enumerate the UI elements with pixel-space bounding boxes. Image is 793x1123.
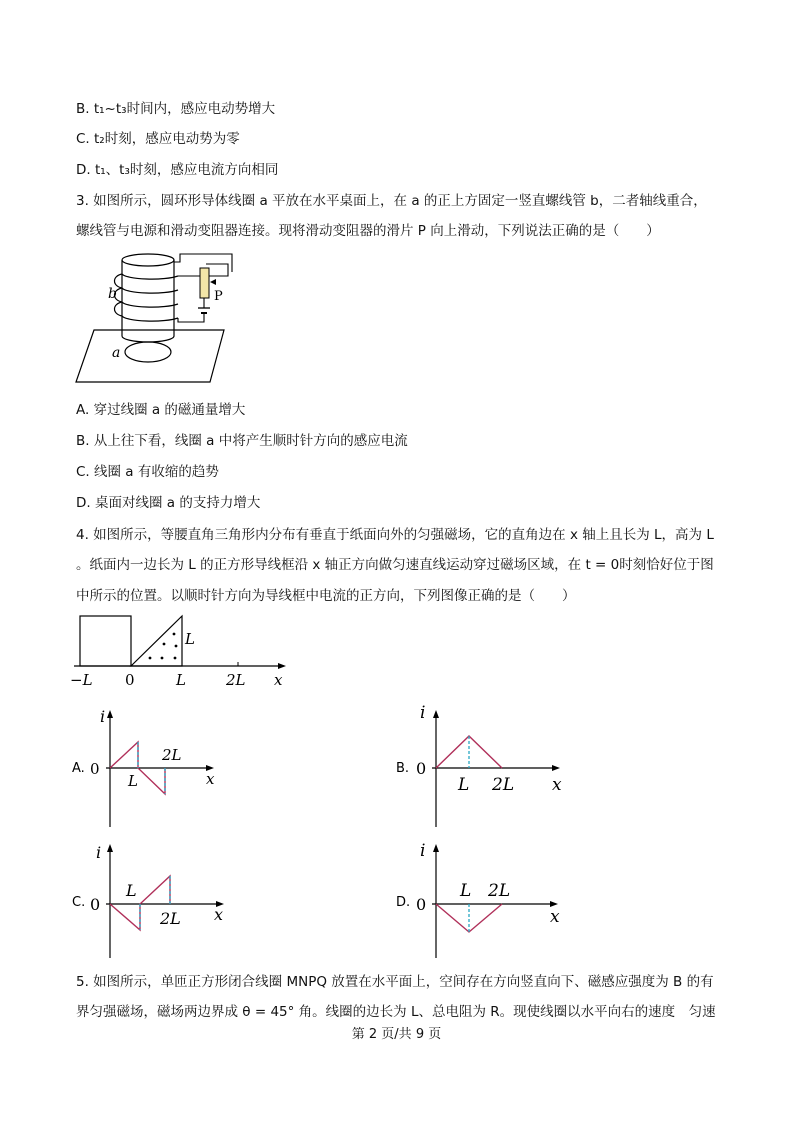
q4-option-d-graph[interactable] [394, 840, 574, 969]
q3-option-b: B. 从上往下看，线圈 a 中将产生顺时针方向的感应电流 [76, 433, 408, 449]
axis-i-label: i [100, 707, 106, 726]
origin-label: 0 [90, 895, 101, 914]
q4-option-c-graph[interactable] [68, 840, 238, 969]
q4-stem-line1: 4. 如图所示，等腰直角三角形内分布有垂直于纸面向外的匀强磁场，它的直角边在 x 轴上且长为 L，高为 L [76, 527, 714, 543]
q4-fig-tri-label: L [185, 630, 195, 648]
option-letter: B. [396, 761, 410, 776]
tick-l: L [128, 772, 138, 790]
q3-option-d: D. 桌面对线圈 a 的支持力增大 [76, 495, 261, 511]
tick-2l: 2L [492, 775, 515, 795]
q3-label-a: a [112, 345, 121, 361]
q4-stem-line3: 中所示的位置。以顺时针方向为导线框中电流的正方向，下列图像正确的是（ ） [76, 588, 576, 604]
axis-x-label: x [552, 775, 562, 795]
q3-stem-line1: 3. 如图所示，圆环形导体线圈 a 平放在水平桌面上，在 a 的正上方固定一竖直螺线管 b，二者轴线重合， [76, 193, 707, 209]
tick-l: L [458, 775, 470, 795]
q4-fig-axis-x: x [274, 671, 283, 689]
q5-stem-line1: 5. 如图所示，单匝正方形闭合线圈 MNPQ 放置在水平面上，空间存在方向竖直向下、磁感应强度为 B 的有 [76, 974, 714, 990]
q4-fig-tick-neg-l: −L [70, 671, 93, 689]
q2-option-c: C. t₂时刻，感应电动势为零 [76, 131, 240, 147]
q4-fig-tick-l: L [176, 671, 186, 689]
q4-fig-tick-0: 0 [125, 671, 135, 689]
page-footer: 第 2 页/共 9 页 [351, 1027, 442, 1042]
origin-label: 0 [416, 895, 427, 914]
tick-2l: 2L [488, 881, 511, 901]
axis-x-label: x [550, 907, 560, 927]
q5-stem-line2: 界匀强磁场，磁场两边界成 θ = 45° 角。线圈的边长为 L、总电阻为 R。现使线圈以水平向右的速度 匀速 [76, 1004, 716, 1020]
q4-option-b-graph[interactable] [394, 702, 574, 836]
origin-label: 0 [90, 760, 100, 778]
tick-l: L [126, 881, 137, 900]
q2-option-b: B. t₁~t₃时间内，感应电动势增大 [76, 101, 276, 117]
q3-option-c: C. 线圈 a 有收缩的趋势 [76, 464, 219, 480]
q3-label-p: P [214, 289, 223, 304]
q4-field-figure [66, 612, 296, 692]
q3-option-a: A. 穿过线圈 a 的磁通量增大 [76, 402, 246, 418]
tick-2l: 2L [162, 746, 182, 764]
q4-option-a-graph[interactable] [68, 702, 228, 836]
q4-fig-tick-2l: 2L [226, 671, 246, 689]
tick-2l: 2L [160, 909, 181, 928]
q2-option-d: D. t₁、t₃时刻，感应电流方向相同 [76, 162, 279, 178]
q3-solenoid-figure [74, 252, 234, 386]
axis-i-label: i [420, 703, 426, 723]
option-letter: C. [72, 895, 86, 910]
tick-l: L [460, 881, 472, 901]
axis-i-label: i [420, 841, 426, 861]
option-letter: A. [72, 761, 85, 776]
axis-i-label: i [96, 843, 102, 862]
q4-stem-line2: 。纸面内一边长为 L 的正方形导线框沿 x 轴正方向做匀速直线运动穿过磁场区域，在 t = 0时刻恰好位于图 [76, 557, 714, 573]
axis-x-label: x [206, 770, 215, 788]
axis-x-label: x [214, 905, 224, 924]
option-letter: D. [396, 895, 411, 910]
origin-label: 0 [416, 759, 427, 778]
q3-stem-line2: 螺线管与电源和滑动变阻器连接。现将滑动变阻器的滑片 P 向上滑动，下列说法正确的是（ ） [76, 223, 660, 239]
q3-label-b: b [108, 286, 117, 302]
